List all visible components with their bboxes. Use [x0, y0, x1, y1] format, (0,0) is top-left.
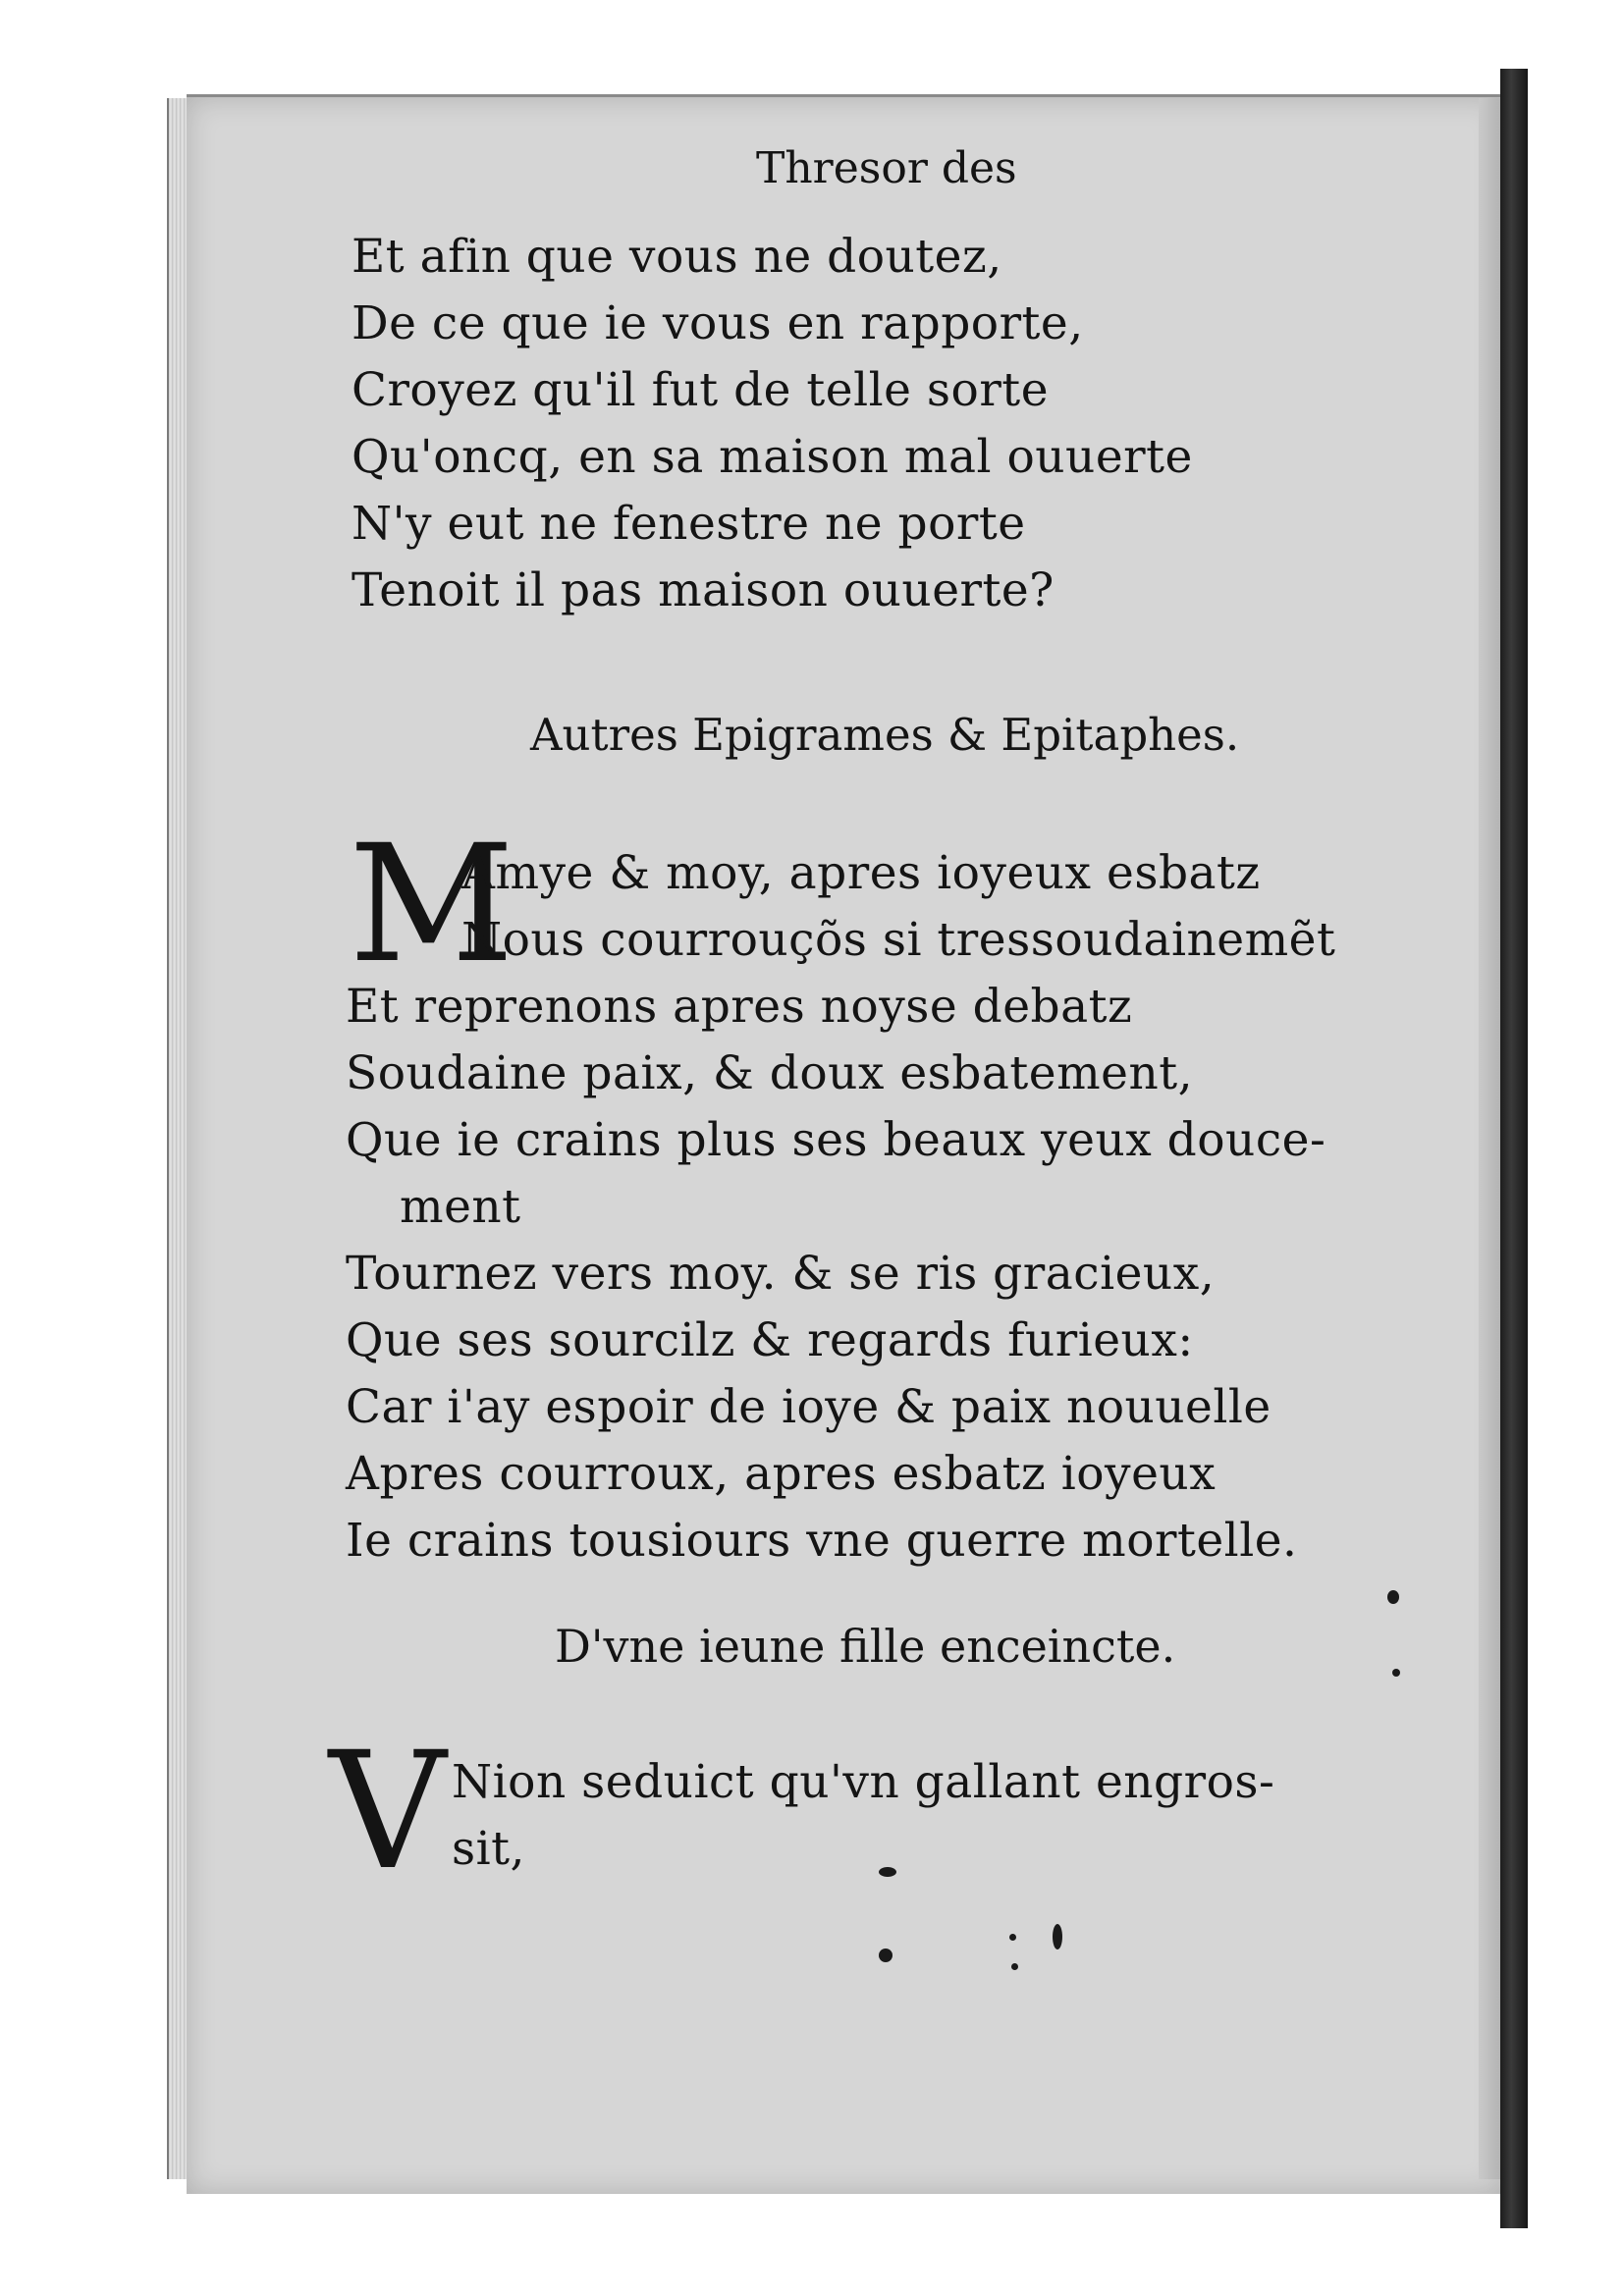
verse-line: De ce que ie vous en rapporte,	[352, 296, 1084, 350]
ink-speck	[1053, 1924, 1062, 1949]
verse-line: Car i'ay espoir de ioye & paix nouuelle	[346, 1380, 1271, 1434]
page-gutter	[1479, 98, 1500, 2179]
ink-speck	[879, 1867, 896, 1877]
book-binding	[1500, 69, 1528, 2228]
verse-line: Apres courroux, apres esbatz ioyeux	[346, 1447, 1217, 1501]
poem-2-opening	[461, 840, 1335, 974]
verse-line: Ie crains tousiours vne guerre mortelle.	[346, 1514, 1298, 1568]
verse-line: Que ses sourcilz & regards furieux:	[346, 1313, 1194, 1367]
verse-line: N'y eut ne fenestre ne porte	[352, 497, 1026, 551]
verse-line: Tenoit il pas maison ouuerte?	[352, 563, 1055, 617]
verse-line: Et afin que vous ne doutez,	[352, 230, 1002, 284]
verse-line: Soudaine paix, & doux esbatement,	[346, 1046, 1194, 1100]
verse-line-continuation: ment	[400, 1180, 521, 1234]
verse-line: Qu'oncq, en sa maison mal ouuerte	[352, 430, 1193, 484]
drop-cap: M	[349, 810, 514, 998]
ink-speck	[879, 1949, 893, 1962]
verse-line: Et reprenons apres noyse debatz	[346, 980, 1133, 1034]
verse-line: Tournez vers moy. & se ris gracieux,	[346, 1247, 1216, 1301]
section-heading: Autres Epigrames & Epitaphes.	[530, 709, 1240, 761]
ink-speck	[1387, 1590, 1399, 1604]
verse-line: Nous courrouçõs si tressoudainemẽt	[461, 913, 1336, 967]
running-head: Thresor des	[756, 143, 1017, 193]
verse-line: Nion seduict qu'vn gallant engros-	[452, 1755, 1275, 1809]
poem-3-body	[452, 1749, 1274, 1883]
ink-speck	[1392, 1669, 1400, 1677]
verse-line: Que ie crains plus ses beaux yeux douce-	[346, 1113, 1326, 1167]
verse-line: sit,	[452, 1822, 525, 1876]
poem-2-body	[346, 974, 1325, 1575]
verse-line: Croyez qu'il fut de telle sorte	[352, 363, 1050, 417]
drop-cap: V	[329, 1717, 447, 1905]
section-heading: D'vne ieune fille enceincte.	[555, 1620, 1176, 1673]
verse-line: Amye & moy, apres ioyeux esbatz	[461, 846, 1261, 900]
ink-speck	[1011, 1963, 1018, 1970]
stanza-1	[352, 224, 1193, 624]
ink-speck	[1009, 1934, 1016, 1941]
